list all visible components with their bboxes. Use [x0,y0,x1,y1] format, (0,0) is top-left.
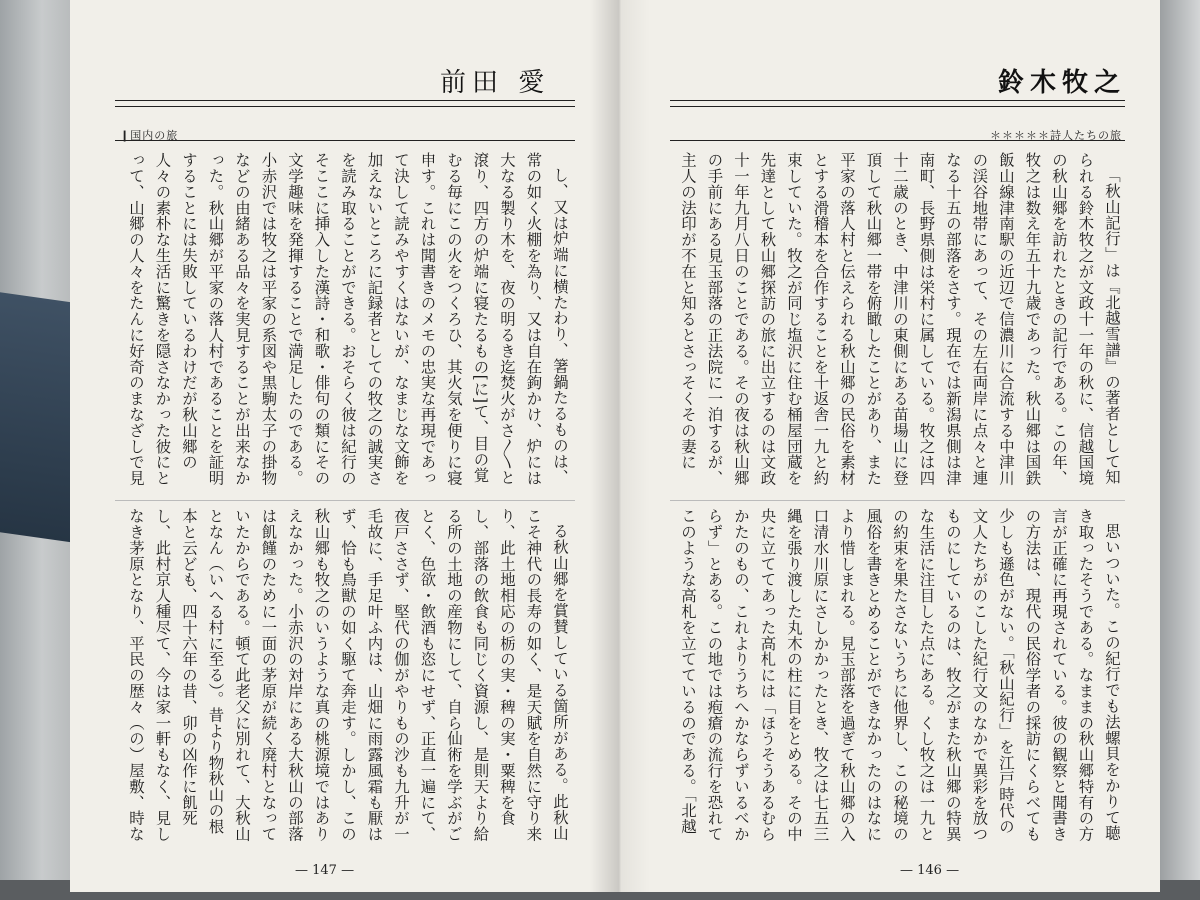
left-upper-column [118,152,573,490]
right-upper-text: 「秋山記行」は『北越雪譜』の著者として知られる鈴木牧之が文政十一年の秋に、信越国境の秋山郷を訪れたときの記行である。この年、牧之は数え年五十九歳であった。秋山郷は国鉄飯山線津南駅の近辺で信濃川に合流する中津川の渓谷地帯にあって、その左右両岸に点々と連なる十五の部落をさす。現在では新潟県側は津南町、長野県側は栄村に属している。牧之は四十二歳のとき、中津川の東側にある苗場山に登頂して秋山郷一帯を俯瞰したことがあり、また平家の落人村と伝えられる秋山郷の民俗を素材とする滑稽本を合作することを十返舎一九と約束していた。牧之が同じ塩沢に住む桶屋団蔵を先達として秋山郷探訪の旅に出立するのは文政十一年九月八日のことである。その夜は秋山郷の手前にある見玉部落の正法院に一泊するが、主人の法印が不在と知るとさっそくその妻に [679,152,1121,486]
right-upper-column [675,152,1125,490]
right-lower-text: 思いついた。この紀行でも法螺貝をかりて聴き取ったそうである。なままの秋山郷特有の方言が正確に再現されている。彼の観察と聞書きの方法は、現代の民俗学者の採訪にくらべても少しも遜色がない。「秋山紀行」を江戸時代の文人たちがのこした紀行文のなかで異彩を放つものにしているのは、牧之がまた秋山郷の特異な生活に注目した点にある。くし牧之は一九との約束を果たさないうちに他界し、この秘境の風俗を書きとめることができなかったのはなにより惜しまれる。見玉部落を過ぎて秋山郷の入口清水川原にさしかかったとき、牧之は七五三縄を張り渡した丸木の柱に目をとめる。その中央に立ててあった高札には「ほうそうあるむらかたのもの、これよりうちへかならずいるべからず」とある。この地では疱瘡の流行を恐れてこのような高札を立てているのである。「北越 [679,508,1121,842]
left-section-label: ❙国内の旅 [120,129,179,142]
left-upper-text: し、又は炉端に横たわり、箸鍋たるものは、常の如く火棚を為り、又は自在鉤かけ、炉には大なる製り木を、夜の明るき迄焚火がさ〱と滾り、四方の炉端に寝たるもの[に]て、目の覚むる毎にこの火をつくろひ、其火気を便りに寝申す。これは聞書きのメモの忠実な再現であって決して読みやすくはないが、なまじな文飾を加えないところに記録者としての牧之の誠実さを読み取ることができる。おそらく彼は紀行のそここに挿入した漢詩・和歌・俳句の類にその文学趣味を発揮することで満足したのである。小赤沢では牧之は平家の系図や黒駒太子の掛物などの由緒ある品々を実見することが出来なかった。秋山郷が平家の落人村であることを証明することには失敗しているわけだが秋山郷の人々の素朴な生活に驚きを隠さなかった彼にとって、山郷の人々をたんに好奇のまなざしで見 [127,152,569,486]
left-lower-column [118,508,573,848]
left-lower-text: る秋山郷を賞賛している箇所がある。此秋山こそ神代の長寿の如く、是天賦を自然に守り来り、此土地相応の栃の実・稗の実・粟稗を食し、部落の飲食も同じく資源し、是則天より給る所の土地の産物にして、自ら仙術を学ぶがごとく、色欲・飲酒も恣にせず、正直一遍にて、夜戸ささず、堅代の伽がやりもの沙も九升が一毛故に、手足叶ふ内は、山畑に雨露風霜も厭はず、恰も鳥獣の如く駆て奔走す。しかし、この秋山郷も牧之のいうような真の桃源境ではありえなかった。小赤沢の対岸にある大秋山の部落は飢饉のために一面の茅原が続く廃村となっていたからである。頓て此老父に別れて、大秋山となん（いへる村に至る）。昔より物秋山の根本と云ども、四十六年の昔、卯の凶作に飢死し、此村京人種尽て、今は家一軒もなく、見しなき茅原となり、平民の歴々（の）屋敷、時な [127,508,569,842]
right-page [615,0,1160,892]
column-gap [670,500,1125,501]
left-page-author: 前田 愛 [440,68,551,98]
column-gap [115,500,575,501]
left-page-number: — 147 — [295,863,355,878]
right-lower-column [675,508,1125,848]
header-rule [670,100,1125,101]
header-rule-thin [115,106,575,107]
right-page-author: 鈴木牧之 [997,68,1126,98]
right-section-label: ＊＊＊＊＊詩人たちの旅 [990,129,1122,142]
right-page-number: — 146 — [900,863,960,878]
open-book [70,0,1160,892]
header-rule [115,100,575,101]
left-page [70,0,615,892]
header-rule-thin [670,106,1125,107]
section-rule [115,140,575,141]
